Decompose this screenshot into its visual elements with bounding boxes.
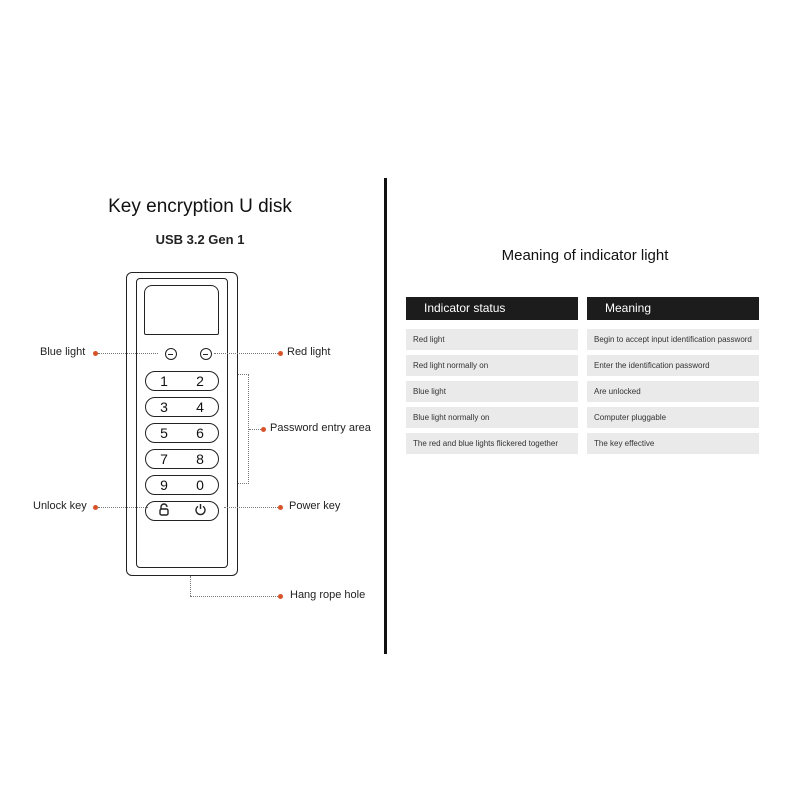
table-cell-meaning: Computer pluggable [587,407,759,428]
key-5-6[interactable] [145,423,219,443]
blue-light-label: Blue light [40,346,86,358]
key-1-2[interactable] [145,371,219,391]
table-cell-status: Red light normally on [406,355,578,376]
key-digit: 0 [196,477,204,493]
table-cell-status: Blue light normally on [406,407,578,428]
callout-line [224,507,278,508]
callout-line [249,429,261,430]
usb-device [126,272,238,576]
power-icon[interactable] [190,503,210,519]
red-led-icon [200,348,212,360]
blue-led-icon [165,348,177,360]
column-header-meaning: Meaning [587,297,759,320]
key-digit: 2 [196,373,204,389]
key-digit: 6 [196,425,204,441]
key-digit: 8 [196,451,204,467]
key-digit: 4 [196,399,204,415]
key-9-0[interactable] [145,475,219,495]
power-key-label: Power key [289,500,341,512]
red-light-label: Red light [287,346,331,358]
table-cell-status: Blue light [406,381,578,402]
table-cell-meaning: The key effective [587,433,759,454]
callout-line [190,576,191,596]
key-digit: 9 [160,477,168,493]
table-cell-meaning: Are unlocked [587,381,759,402]
callout-dot [278,351,283,356]
callout-line [98,353,158,354]
callout-line [190,596,278,597]
unlock-key-icon[interactable] [154,503,174,520]
callout-dot [278,594,283,599]
callout-dot [278,505,283,510]
device-face [136,278,228,568]
key-digit: 7 [160,451,168,467]
table-cell-meaning: Enter the identification password [587,355,759,376]
diagram-title: Key encryption U disk [108,196,292,217]
column-header-indicator-status: Indicator status [406,297,578,320]
table-title: Meaning of indicator light [501,247,669,264]
password-area-label: Password entry area [270,422,371,434]
table-cell-status: The red and blue lights flickered together [406,433,578,454]
table-cell-status: Red light [406,329,578,350]
key-digit: 5 [160,425,168,441]
hang-rope-hole-label: Hang rope hole [290,589,366,601]
key-7-8[interactable] [145,449,219,469]
callout-line [214,353,278,354]
vertical-divider [384,178,387,654]
key-3-4[interactable] [145,397,219,417]
table-cell-meaning: Begin to accept input identification password [587,329,759,350]
unlock-power-keys[interactable] [145,501,219,521]
key-digit: 3 [160,399,168,415]
callout-dot [261,427,266,432]
device-top-window [144,285,219,335]
password-area-bracket [238,374,249,484]
diagram-subtitle: USB 3.2 Gen 1 [155,232,245,247]
key-digit: 1 [160,373,168,389]
callout-line [98,507,148,508]
unlock-key-label: Unlock key [33,500,87,512]
